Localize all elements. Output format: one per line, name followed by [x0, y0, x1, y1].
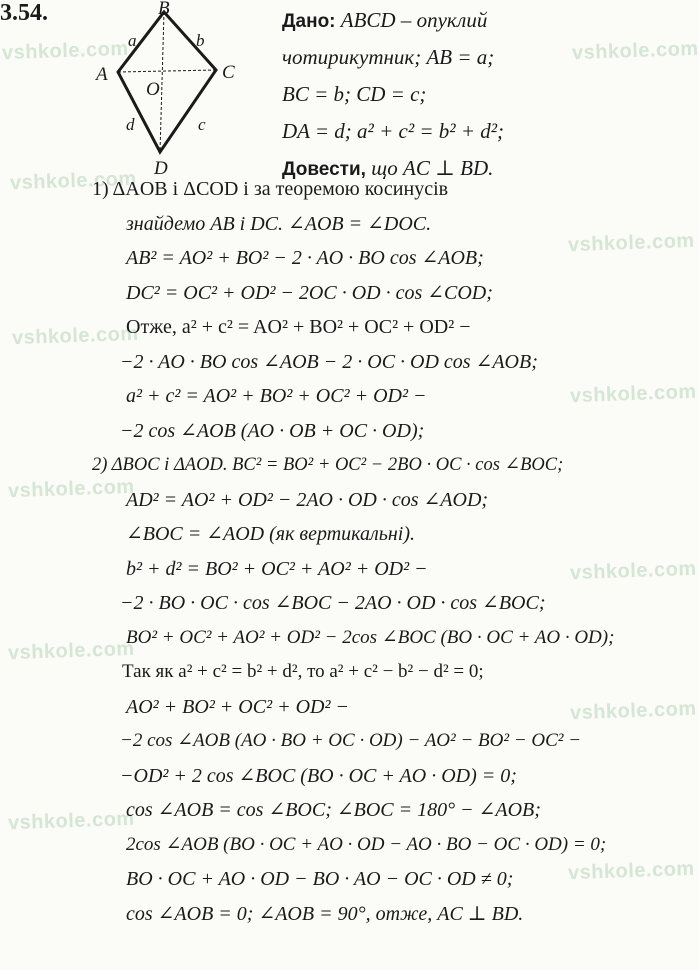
- solution-line: a² + c² = AO² + BO² + OC² + OD² −: [126, 385, 427, 407]
- side-label-c: c: [198, 115, 206, 134]
- solution-line: 1) ΔAOB і ΔCOD і за теоремою косинусів: [92, 178, 449, 200]
- solution-line: −OD² + 2 cos ∠BOC (BO · OC + AO · OD) = 0;: [120, 764, 517, 787]
- side-label-d: d: [126, 115, 135, 134]
- solution-line: AD² = AO² + OD² − 2AO · OD · cos ∠AOD;: [126, 488, 489, 511]
- watermark: vshkole.com: [1, 37, 129, 65]
- given-heading: Дано:: [282, 11, 336, 32]
- solution-line: знайдемо AB і DC. ∠AOB = ∠DOC.: [126, 212, 432, 235]
- solution-line: Так як a² + c² = b² + d², то a² + c² − b² − d² = 0;: [122, 661, 484, 682]
- solution-line: DC² = OC² + OD² − 2OC · OD · cos ∠COD;: [126, 281, 493, 304]
- solution-line: −2 · BO · OC · cos ∠BOC − 2AO · OD · cos ∠BOC;: [120, 592, 546, 614]
- solution-line: −2 cos ∠AOB (AO · OB + OC · OD);: [120, 419, 425, 442]
- given-line: [282, 39, 677, 76]
- watermark: vshkole.com: [11, 322, 139, 350]
- solution-line: −2 · AO · BO cos ∠AOB − 2 · OC · OD cos ∠AOB;: [120, 350, 538, 373]
- solution-line: AO² + BO² + OC² + OD² −: [126, 695, 349, 718]
- given-text: ABCD – опуклий: [335, 8, 488, 32]
- watermark: vshkole.com: [9, 167, 137, 195]
- side-label-a: a: [128, 31, 137, 50]
- vertex-label-d: D: [154, 158, 168, 179]
- given-text: BC = b; CD = c;: [282, 82, 427, 106]
- watermark: vshkole.com: [569, 380, 697, 408]
- center-label-o: O: [146, 79, 160, 100]
- problem-number: 3.54.: [0, 0, 48, 26]
- watermark: vshkole.com: [569, 697, 697, 725]
- solution-line: AB² = AO² + BO² − 2 · AO · BO cos ∠AOB;: [126, 247, 484, 269]
- solution-line: 2) ΔBOC і ΔAOD. BC² = BO² + OC² − 2BO · OC · cos ∠BOC;: [92, 455, 564, 475]
- solution-line: cos ∠AOB = 0; ∠AOB = 90°, отже, AC ⊥ BD.: [126, 902, 524, 925]
- given-line: [282, 2, 677, 39]
- watermark: vshkole.com: [7, 475, 135, 503]
- vertex-label-b: B: [158, 0, 170, 19]
- given-text: DA = d; a² + c² = b² + d²;: [282, 119, 505, 143]
- solution-line: b² + d² = BO² + OC² + AO² + OD² −: [126, 557, 428, 580]
- side-label-b: b: [196, 31, 205, 50]
- solution-body: [92, 172, 682, 931]
- given-text: що AC ⊥ BD.: [365, 156, 494, 180]
- vertex-label-c: C: [222, 62, 235, 83]
- given-line: [282, 76, 677, 113]
- solution-line: 2cos ∠AOB (BO · OC + AO · OD − AO · BO − OC · OD) = 0;: [126, 833, 607, 855]
- watermark: vshkole.com: [569, 557, 697, 585]
- given-line: [282, 113, 677, 150]
- solution-line: ∠BOC = ∠AOD (як вертикальні).: [126, 523, 415, 545]
- quadrilateral-figure: [88, 0, 258, 179]
- solution-line: Отже, a² + c² = AO² + BO² + OC² + OD² −: [126, 316, 471, 338]
- watermark: vshkole.com: [567, 229, 695, 257]
- solution-line: BO² + OC² + AO² + OD² − 2cos ∠BOC (BO · OC + AO · OD);: [126, 626, 615, 648]
- watermark: vshkole.com: [7, 637, 135, 665]
- prove-heading: Довести,: [282, 159, 366, 180]
- watermark: vshkole.com: [7, 807, 135, 835]
- watermark: vshkole.com: [567, 857, 695, 885]
- solution-line: cos ∠AOB = cos ∠BOC; ∠BOC = 180° − ∠AOB;: [126, 799, 541, 821]
- solution-line: −2 cos ∠AOB (AO · BO + OC · OD) − AO² − BO² − OC² −: [120, 730, 582, 751]
- vertex-label-a: A: [96, 64, 108, 85]
- given-block: [282, 2, 677, 187]
- given-text: чотирикутник; AB = a;: [282, 45, 495, 69]
- watermark: vshkole.com: [571, 37, 699, 65]
- solution-line: BO · OC + AO · OD − BO · AO − OC · OD ≠ 0;: [126, 868, 514, 890]
